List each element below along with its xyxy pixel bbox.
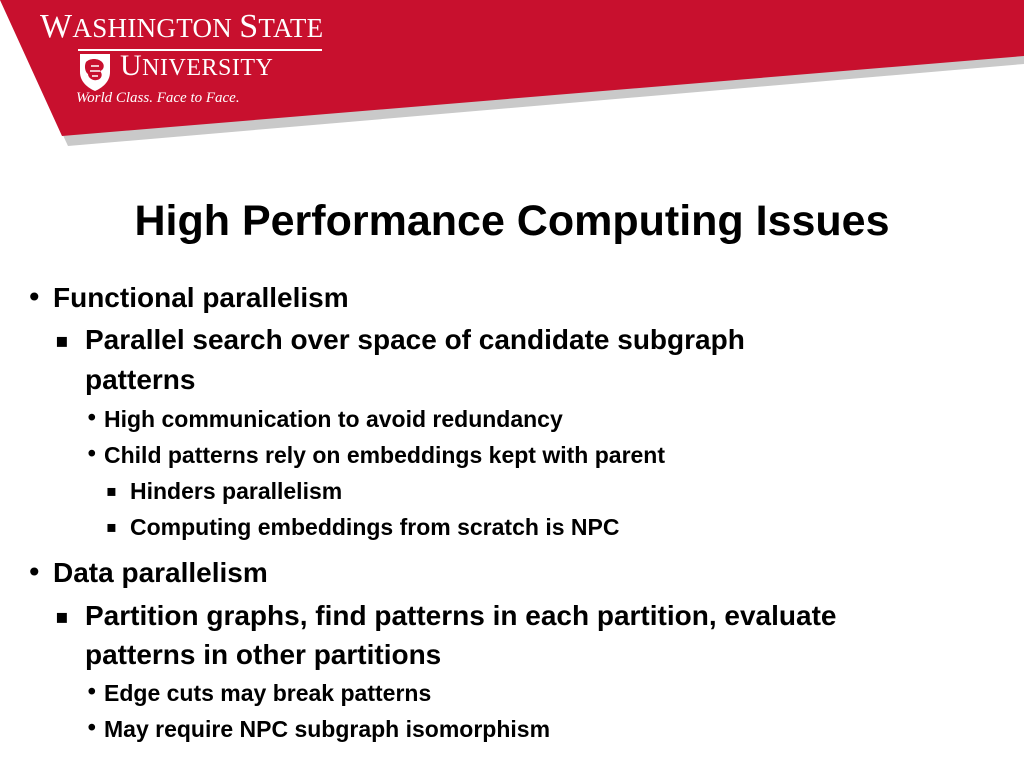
bullet-item-level4: Computing embeddings from scratch is NPC xyxy=(130,514,620,540)
logo-wordmark-line2: UNIVERSITY xyxy=(120,49,274,82)
bullet-glyph-l4: ▪ xyxy=(106,517,117,536)
bullet-item-level3: High communication to avoid redundancy xyxy=(104,406,563,432)
bullet-glyph-l4: ▪ xyxy=(106,481,117,500)
bullet-item-level3: Child patterns rely on embeddings kept with parent xyxy=(104,442,666,468)
bullet-item-level3: May require NPC subgraph isomorphism xyxy=(104,716,551,742)
bullet-item-level2-continued: patterns in other partitions xyxy=(85,639,442,670)
bullet-item-level3: Edge cuts may break patterns xyxy=(104,680,432,706)
bullet-glyph-l2: ▪ xyxy=(55,328,69,352)
bullet-glyph-l3: • xyxy=(85,680,99,706)
bullet-glyph-l1: • xyxy=(26,281,43,314)
bullet-item-level1: Functional parallelism xyxy=(53,282,349,313)
slide-title: High Performance Computing Issues xyxy=(134,197,890,245)
bullet-item-level1: Data parallelism xyxy=(53,557,268,588)
bullet-item-level2: Partition graphs, find patterns in each partition, evaluate xyxy=(85,600,837,631)
bullet-glyph-l3: • xyxy=(85,716,99,742)
bullet-glyph-l3: • xyxy=(85,442,99,468)
bullet-glyph-l2: ▪ xyxy=(55,604,69,628)
bullet-glyph-l3: • xyxy=(85,406,99,432)
bullet-item-level2: Parallel search over space of candidate subgraph xyxy=(85,324,745,355)
bullet-item-level4: Hinders parallelism xyxy=(130,478,343,504)
logo-tagline: World Class. Face to Face. xyxy=(76,90,240,106)
bullet-item-level2-continued: patterns xyxy=(85,364,196,395)
bullet-glyph-l1: • xyxy=(26,556,43,589)
logo-wordmark-line1: WASHINGTON STATE xyxy=(40,8,324,45)
